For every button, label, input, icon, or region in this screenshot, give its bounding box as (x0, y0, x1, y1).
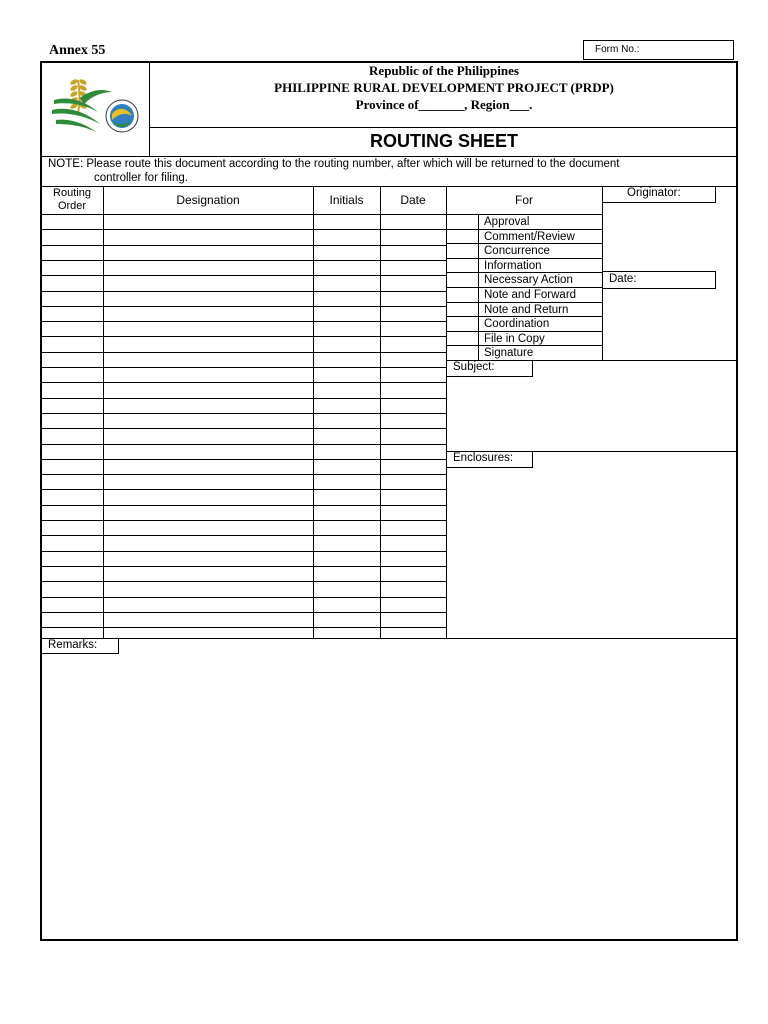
col-routing-order (41, 187, 103, 213)
table-row[interactable] (41, 336, 446, 351)
col-for: For (515, 193, 533, 207)
table-row[interactable] (41, 367, 446, 382)
for-item-label: Note and Forward (484, 289, 577, 301)
for-checkbox[interactable] (446, 345, 478, 360)
for-item-label: Signature (484, 347, 534, 359)
for-checkbox[interactable] (446, 272, 478, 287)
table-row[interactable] (41, 214, 446, 229)
table-row[interactable] (41, 306, 446, 321)
enclosures-label: Enclosures: (453, 452, 514, 464)
routing-note (48, 157, 728, 185)
originator-field[interactable] (602, 203, 738, 271)
table-row[interactable] (41, 444, 446, 459)
header-project: PHILIPPINE RURAL DEVELOPMENT PROJECT (PRDP) (274, 80, 614, 95)
originator-box-edge (715, 187, 716, 203)
header-republic: Republic of the Philippines (369, 63, 519, 78)
table-row[interactable] (41, 428, 446, 443)
form-number-field[interactable] (583, 40, 734, 60)
table-row[interactable] (41, 291, 446, 306)
note-line-2: controller for filing. (94, 172, 188, 184)
table-row[interactable] (41, 505, 446, 520)
col-initials: Initials (329, 193, 364, 207)
enclosures-field[interactable] (447, 469, 737, 637)
remarks-label: Remarks: (48, 639, 98, 651)
table-row[interactable] (41, 597, 446, 612)
date-box-edge (715, 271, 716, 289)
for-checkbox[interactable] (446, 331, 478, 346)
table-row[interactable] (41, 260, 446, 275)
date-field[interactable] (602, 289, 738, 360)
table-row[interactable] (41, 398, 446, 413)
table-row[interactable] (41, 229, 446, 244)
for-item-label: Information (484, 260, 542, 272)
table-row[interactable] (41, 275, 446, 290)
subject-field[interactable] (447, 378, 737, 451)
note-line-1: NOTE: Please route this document according to the routing number, after which will be returned to the document (48, 158, 620, 170)
table-row[interactable] (41, 551, 446, 566)
col-routing-order-line-1: Routing (53, 187, 91, 199)
table-row[interactable] (41, 535, 446, 550)
table-row[interactable] (41, 474, 446, 489)
col-routing-order-line-2: Order (57, 200, 87, 212)
for-checkbox[interactable] (446, 229, 478, 244)
remarks-field[interactable] (42, 655, 736, 938)
enclosures-label-box (446, 451, 533, 468)
form-number-label: Form No.: (595, 44, 640, 55)
table-row[interactable] (41, 566, 446, 581)
for-item-label: Necessary Action (484, 274, 573, 286)
for-item-label: Coordination (484, 318, 550, 330)
subject-label: Subject: (453, 361, 495, 373)
for-item-label: Note and Return (484, 304, 569, 316)
for-checkbox[interactable] (446, 214, 478, 229)
for-checkbox[interactable] (446, 316, 478, 331)
subject-label-box (446, 360, 533, 377)
date-label: Date: (609, 273, 637, 285)
table-row[interactable] (41, 413, 446, 428)
for-checkbox[interactable] (446, 302, 478, 317)
table-row[interactable] (41, 612, 446, 627)
originator-label: Originator: (627, 187, 681, 199)
annex-label: Annex 55 (49, 43, 106, 58)
table-row[interactable] (41, 321, 446, 336)
table-row[interactable] (41, 581, 446, 596)
for-checkbox[interactable] (446, 287, 478, 302)
table-row[interactable] (41, 627, 446, 638)
for-item-label: File in Copy (484, 333, 545, 345)
for-item-label: Concurrence (484, 245, 550, 257)
for-checkbox-divider (478, 214, 479, 360)
prdp-logo-icon (50, 70, 142, 138)
table-row[interactable] (41, 245, 446, 260)
table-row[interactable] (41, 520, 446, 535)
header-province: Province of_______, Region___. (355, 97, 533, 112)
for-checkbox[interactable] (446, 243, 478, 258)
remarks-top-line (41, 638, 738, 639)
date-box-top (602, 271, 716, 272)
for-checkbox[interactable] (446, 258, 478, 273)
col-designation: Designation (176, 193, 240, 207)
for-item-label: Comment/Review (484, 231, 575, 243)
col-date: Date (400, 193, 426, 207)
for-item-label: Approval (484, 216, 530, 228)
table-row[interactable] (41, 382, 446, 397)
table-row[interactable] (41, 352, 446, 367)
table-row[interactable] (41, 459, 446, 474)
header-divider (149, 127, 738, 128)
page-title: ROUTING SHEET (369, 131, 518, 151)
remarks-label-box (41, 638, 119, 654)
table-row[interactable] (41, 489, 446, 504)
